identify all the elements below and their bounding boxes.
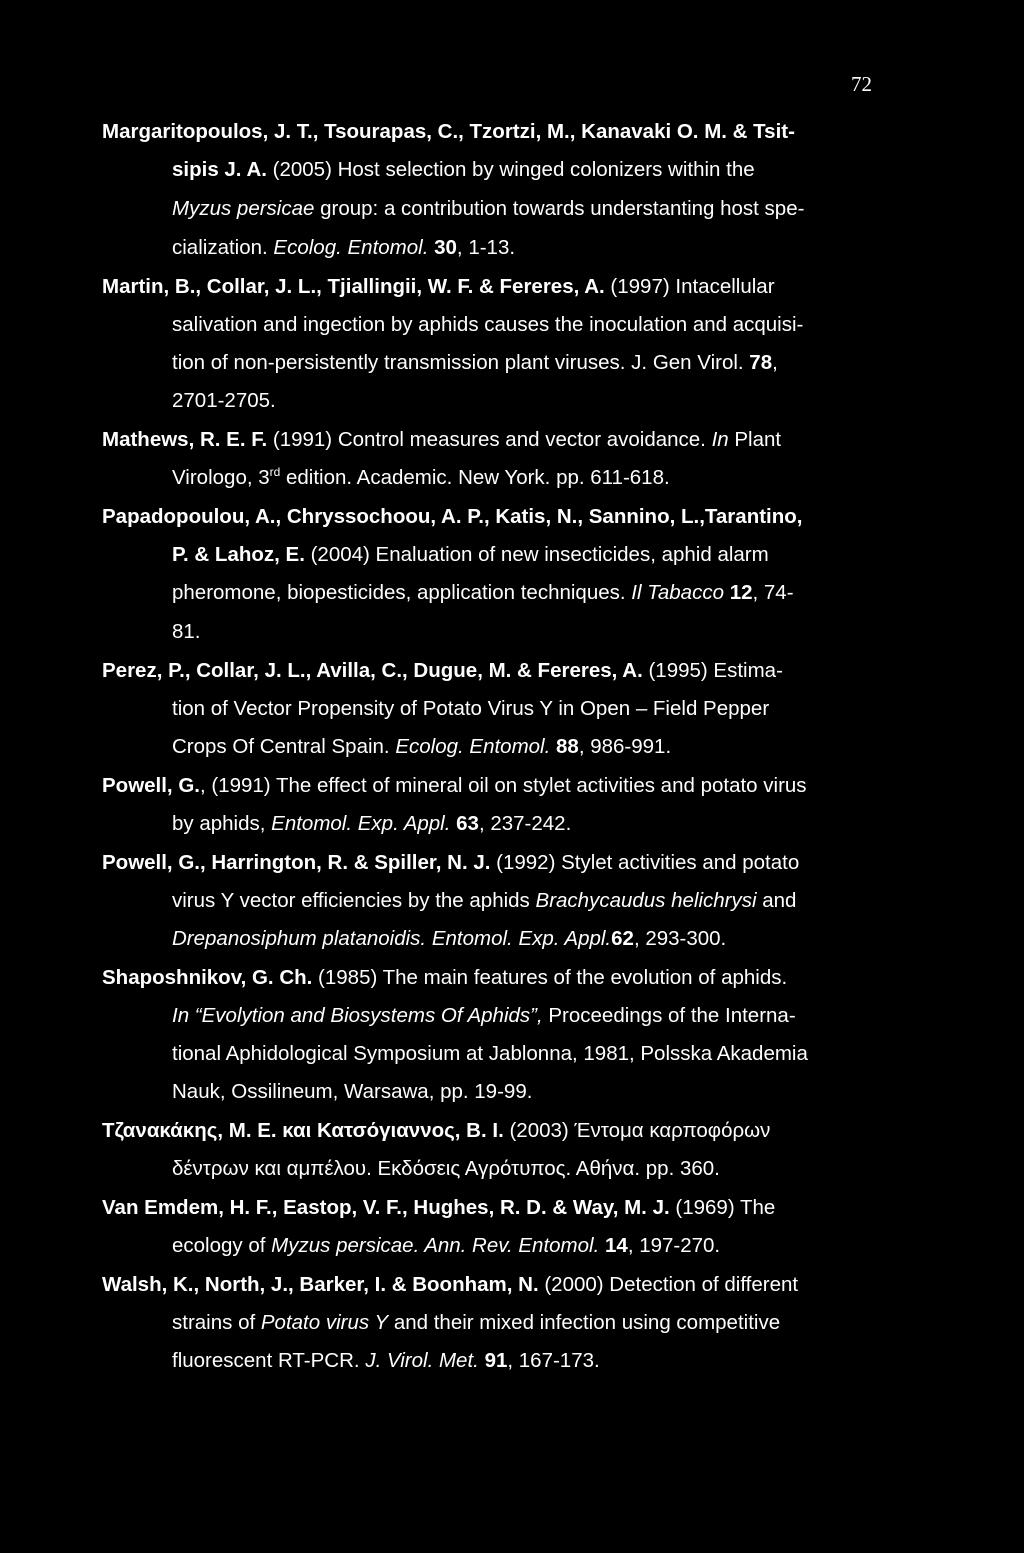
reference-text: group: a contribution towards understanting host spe- xyxy=(314,197,805,220)
reference-text: tion of Vector Propensity of Potato Virus Y in Open – Field Pepper xyxy=(172,697,770,720)
reference-authors: Τζανακάκης, Μ. Ε. και Κατσόγιαννος, Β. Ι. xyxy=(102,1119,504,1142)
reference-authors: sipis J. A. xyxy=(172,158,267,181)
reference-line xyxy=(172,388,276,414)
reference-line xyxy=(102,965,787,991)
reference-text: , (1991) The effect of mineral oil on stylet activities and potato virus xyxy=(199,774,807,797)
reference-text: salivation and ingection by aphids causes the inoculation and acquisi- xyxy=(172,313,804,336)
reference-authors: Margaritopoulos, J. T., Tsourapas, C., Tzortzi, M., Kanavaki O. M. & Tsit- xyxy=(102,120,795,143)
reference-text: δέντρων και αμπέλου. Εκδόσεις Αγρότυπος. Αθήνα. pp. 360. xyxy=(172,1157,720,1180)
reference-line xyxy=(102,119,795,145)
reference-authors: Shaposhnikov, G. Ch. xyxy=(102,966,313,989)
reference-line xyxy=(102,1272,798,1298)
reference-emphasis: Entomol. Exp. Appl. xyxy=(271,812,451,835)
reference-authors: Mathews, R. E. F. xyxy=(102,428,268,451)
reference-line xyxy=(172,1310,780,1336)
reference-line xyxy=(172,1041,808,1067)
reference-authors: P. & Lahoz, E. xyxy=(172,543,305,566)
reference-emphasis: Entomol. Exp. Appl. xyxy=(431,927,612,950)
reference-text: and their mixed infection using competitive xyxy=(388,1311,781,1334)
reference-text: , 197-270. xyxy=(627,1234,721,1257)
reference-line xyxy=(102,1195,775,1221)
reference-line xyxy=(172,157,755,183)
reference-text: cialization. xyxy=(172,236,274,259)
reference-line xyxy=(172,1348,600,1374)
reference-line xyxy=(102,658,783,684)
reference-text: fluorescent RT-PCR. xyxy=(172,1349,366,1372)
reference-line xyxy=(102,274,775,300)
reference-emphasis: Il Tabacco xyxy=(631,581,724,604)
reference-text: Virologo, 3 xyxy=(172,466,270,489)
reference-emphasis: Brachycaudus helichrysi xyxy=(535,889,757,912)
reference-authors: Martin, B., Collar, J. L., Tjiallingii, W. F. & Fereres, A. xyxy=(102,275,605,298)
reference-line xyxy=(172,235,515,261)
reference-authors: 14 xyxy=(605,1234,628,1257)
reference-authors: 91 xyxy=(484,1349,508,1372)
reference-text: (2004) Enaluation of new insecticides, aphid alarm xyxy=(304,543,769,566)
reference-line xyxy=(172,926,726,952)
reference-text: tional Aphidological Symposium at Jablonna, 1981, Polsska Akademia xyxy=(172,1042,808,1065)
reference-authors: Van Emdem, H. F., Eastop, V. F., Hughes, R. D. & Way, M. J. xyxy=(102,1196,670,1219)
reference-authors: 12 xyxy=(729,581,753,604)
reference-emphasis: J. Virol. Met. xyxy=(365,1349,479,1372)
reference-line xyxy=(172,1156,720,1182)
reference-authors: 78 xyxy=(749,351,773,374)
reference-authors: Powell, G., Harrington, R. & Spiller, N. J. xyxy=(102,851,491,874)
reference-line xyxy=(172,1003,796,1029)
reference-emphasis: Ecolog. Entomol. xyxy=(395,735,551,758)
reference-emphasis: Myzus persicae xyxy=(172,197,315,220)
reference-line xyxy=(172,811,571,837)
reference-text: (1985) The main features of the evolution of aphids. xyxy=(312,966,788,989)
reference-authors: Papadopoulou, A., Chryssochoou, A. P., Katis, N., Sannino, L.,Tarantino, xyxy=(102,505,803,528)
reference-text: Proceedings of the Interna- xyxy=(542,1004,796,1027)
reference-text: , 293-300. xyxy=(633,927,727,950)
reference-emphasis: Drepanosiphum platanoidis. xyxy=(172,927,427,950)
reference-line xyxy=(172,312,803,338)
reference-text: (1991) Control measures and vector avoidance. xyxy=(267,428,712,451)
reference-emphasis: In “Evolytion and Biosystems Of Aphids”, xyxy=(172,1004,543,1027)
reference-emphasis: In xyxy=(711,428,729,451)
reference-line xyxy=(172,619,201,645)
reference-emphasis: Myzus persicae. Ann. Rev. Entomol. xyxy=(271,1234,600,1257)
reference-line xyxy=(172,580,794,606)
reference-text: , 167-173. xyxy=(507,1349,600,1372)
reference-text: (1997) Intacellular xyxy=(604,275,775,298)
reference-text: (1969) The xyxy=(669,1196,776,1219)
reference-text: tion of non-persistently transmission plant viruses. J. Gen Virol. xyxy=(172,351,750,374)
page-number: 72 xyxy=(851,72,872,96)
reference-text: and xyxy=(756,889,797,912)
reference-emphasis: Potato virus Y xyxy=(260,1311,389,1334)
reference-line xyxy=(102,773,807,799)
reference-text: pheromone, biopesticides, application techniques. xyxy=(172,581,632,604)
reference-text: rd xyxy=(269,465,281,480)
reference-line xyxy=(172,888,796,914)
reference-text: 2701-2705. xyxy=(172,389,276,412)
reference-text: (1995) Estima- xyxy=(642,659,783,682)
reference-line xyxy=(172,734,671,760)
reference-emphasis: Ecolog. Entomol. xyxy=(273,236,429,259)
reference-text: , 237-242. xyxy=(478,812,572,835)
reference-text: strains of xyxy=(172,1311,261,1334)
reference-text: , xyxy=(772,351,778,374)
reference-line xyxy=(172,542,769,568)
reference-text: (2000) Detection of different xyxy=(538,1273,799,1296)
reference-authors: 30 xyxy=(434,236,457,259)
reference-line xyxy=(102,427,781,453)
reference-text: (1992) Stylet activities and potato xyxy=(490,851,800,874)
reference-authors: Walsh, K., North, J., Barker, I. & Boonham, N. xyxy=(102,1273,539,1296)
reference-text: (2005) Host selection by winged colonizers within the xyxy=(266,158,755,181)
reference-text: , 986-991. xyxy=(578,735,672,758)
reference-authors: Powell, G. xyxy=(102,774,200,797)
reference-authors: 88 xyxy=(556,735,579,758)
reference-line xyxy=(102,504,802,530)
reference-text: Nauk, Ossilineum, Warsawa, pp. 19-99. xyxy=(172,1080,533,1103)
reference-line xyxy=(172,196,804,222)
reference-text: 81. xyxy=(172,620,201,643)
reference-text: , 1-13. xyxy=(456,236,516,259)
reference-text: , 74- xyxy=(752,581,794,604)
reference-text: edition. Academic. New York. pp. 611-618. xyxy=(280,466,670,489)
reference-text: ecology of xyxy=(172,1234,272,1257)
reference-line xyxy=(172,1079,532,1105)
reference-authors: 62 xyxy=(611,927,634,950)
reference-line xyxy=(172,696,769,722)
reference-authors: Perez, P., Collar, J. L., Avilla, C., Dugue, M. & Fereres, A. xyxy=(102,659,643,682)
reference-authors: 63 xyxy=(456,812,479,835)
reference-text: Plant xyxy=(728,428,782,451)
reference-text: Crops Of Central Spain. xyxy=(172,735,396,758)
reference-line xyxy=(102,850,799,876)
reference-text: virus Y vector efficiencies by the aphids xyxy=(172,889,536,912)
reference-line xyxy=(172,1233,720,1259)
reference-text: (2003) Έντομα καρποφόρων xyxy=(503,1119,771,1142)
reference-line xyxy=(102,1118,770,1144)
reference-text: by aphids, xyxy=(172,812,272,835)
reference-line xyxy=(172,350,778,376)
reference-line xyxy=(172,465,670,491)
